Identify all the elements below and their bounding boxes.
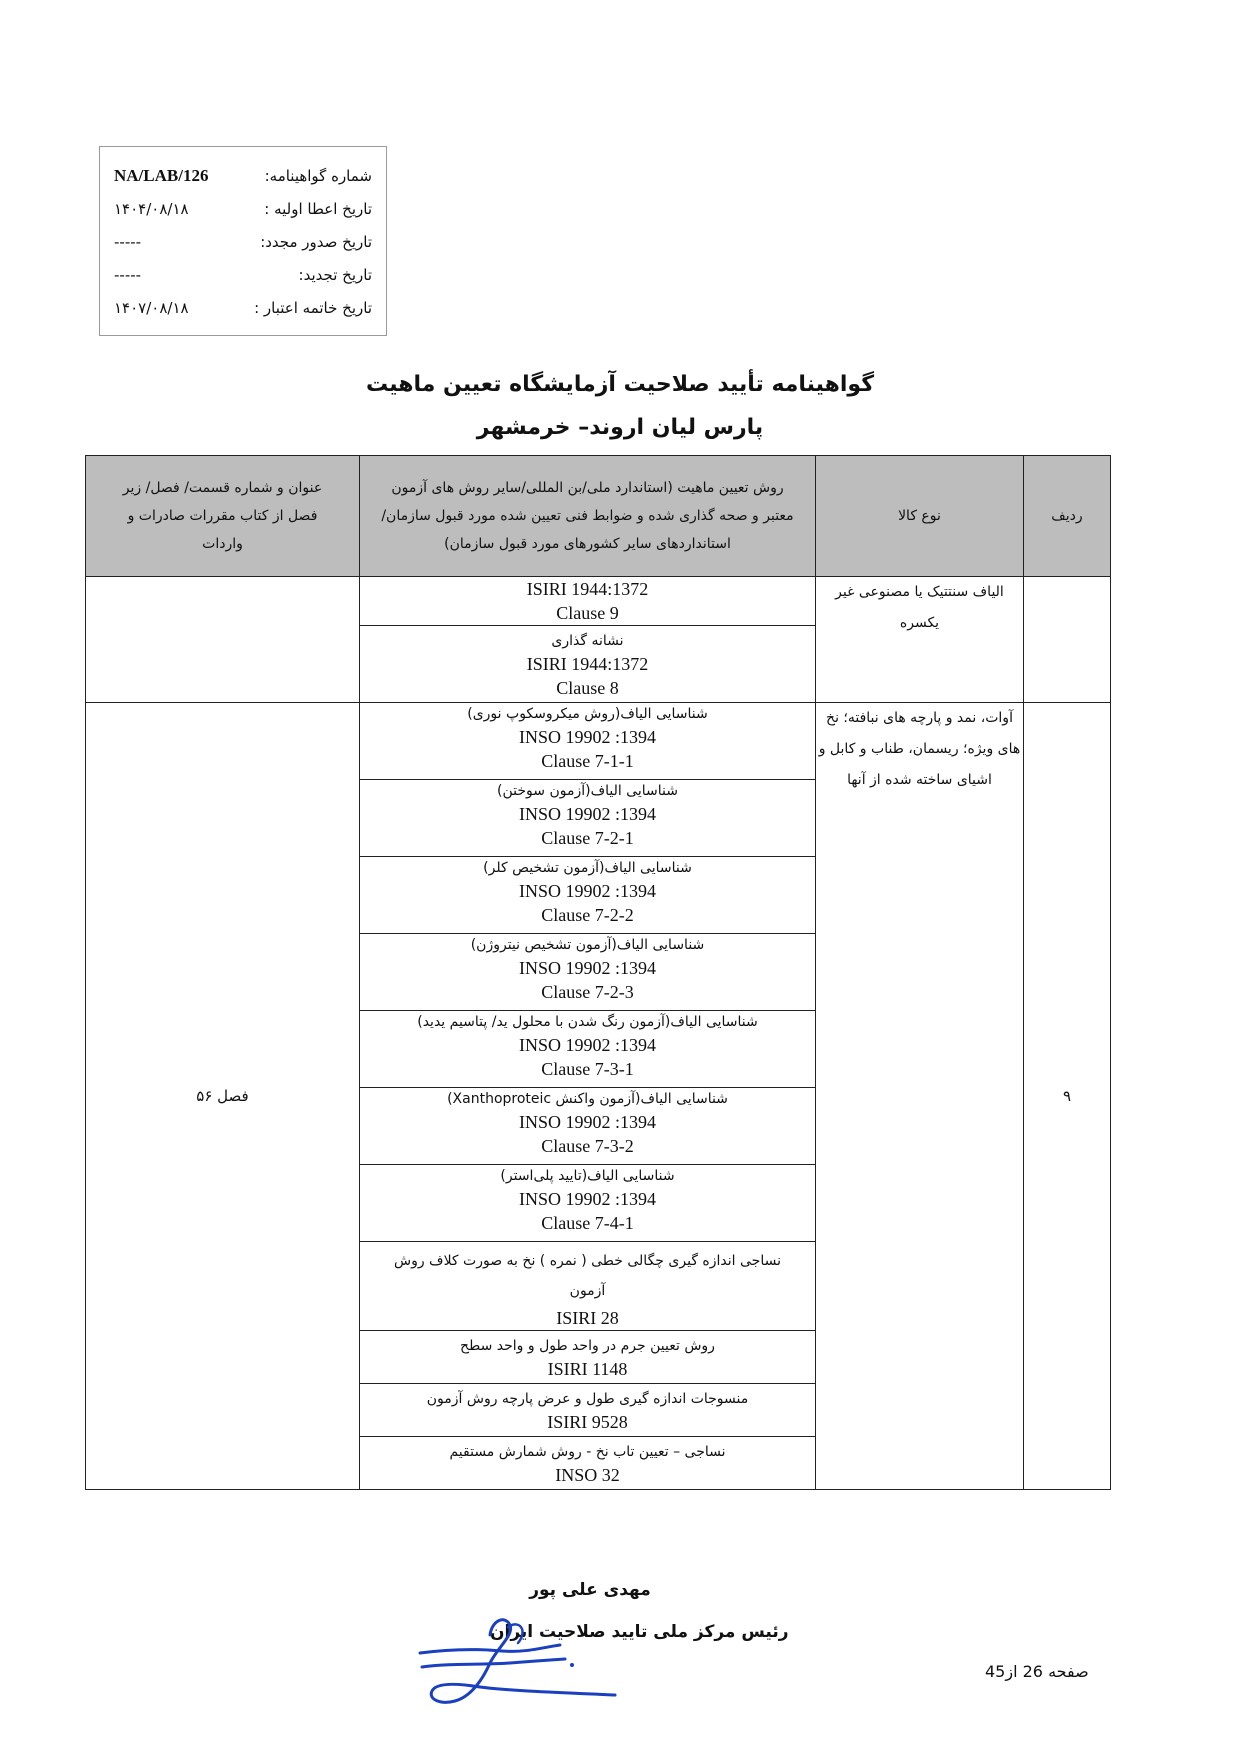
expiry-date-value: ۱۴۰۷/۰۸/۱۸ [114,298,189,317]
method-standard: INSO 19902 :1394 [518,804,656,824]
method-standard: ISIRI 28 [556,1308,619,1328]
method-cell [360,857,816,934]
method-description: منسوجات اندازه گیری طول و عرض پارچه روش آزمون [426,1391,749,1407]
fasl-cell-b: فصل ۵۶ [86,703,360,1490]
method-description: شناسایی الیاف(روش میکروسکوپ نوری) [467,706,708,722]
method-clause: Clause 7-3-1 [541,1059,634,1079]
method-cell [360,703,816,780]
method-clause: Clause 8 [556,678,619,698]
method-description: شناسایی الیاف(آزمون تشخیص نیتروژن) [470,937,705,953]
renewal-date-row [114,258,372,291]
method-description: نساجی اندازه گیری چگالی خطی ( نمره ) نخ به صورت کلاف روش آزمون [394,1253,781,1299]
reissue-date-label: تاریخ صدور مجدد: [260,232,372,251]
method-cell [360,1011,816,1088]
method-description: شناسایی الیاف(تایید پلی‌استر) [500,1168,675,1184]
method-clause: Clause 7-1-1 [541,751,634,771]
method-description: شناسایی الیاف(آزمون واکنش Xanthoproteic) [447,1091,728,1107]
expiry-date-label: تاریخ خاتمه اعتبار : [254,298,372,317]
lab-name-title: پارس لیان اروند– خرمشهر [476,415,764,440]
method-cell [360,1331,816,1384]
certificate-number-value: NA/LAB/126 [114,165,209,185]
method-standard: INSO 32 [555,1465,620,1485]
table-row [86,577,1111,626]
method-standard: INSO 19902 :1394 [518,881,656,901]
method-cell [360,1165,816,1242]
radif-cell-b: ۹ [1024,703,1111,1490]
method-standard: INSO 19902 :1394 [518,1189,656,1209]
method-standard: INSO 19902 :1394 [518,958,656,978]
table-header-row [86,456,1111,577]
table-row [86,703,1111,780]
reissue-date-row [114,225,372,258]
kala-cell-a: الیاف سنتتیک یا مصنوعی غیر یکسره [816,577,1024,703]
method-cell [360,934,816,1011]
certificate-number-row [114,159,372,192]
method-cell [360,1437,816,1490]
method-standard: INSO 19902 :1394 [518,1035,656,1055]
fasl-cell-a [86,577,360,703]
method-cell [360,780,816,857]
document-title: گواهینامه تأیید صلاحیت آزمایشگاه تعیین ماهیت [365,372,875,397]
signer-title: رئیس مرکز ملی تایید صلاحیت ایران [490,1622,789,1642]
renewal-date-value: ----- [114,265,142,284]
method-standard: ISIRI 1148 [547,1359,628,1379]
method-description: شناسایی الیاف(آزمون سوختن) [497,783,678,799]
method-clause: Clause 7-4-1 [541,1213,634,1233]
method-standard: INSO 19902 :1394 [518,727,656,747]
reissue-date-value: ----- [114,232,142,251]
method-cell [360,626,816,703]
signer-name: مهدی علی پور [529,1580,651,1600]
header-kala: نوع کالا [816,456,1024,577]
method-description: روش تعیین جرم در واحد طول و واحد سطح [460,1338,715,1354]
header-method: روش تعیین ماهیت (استاندارد ملی/بن المللی/سایر روش های آزمون معتبر و صحه گذاری شده و ضوابط فنی تعیین شده مورد قبول سازمان/استانداردهای سایر کشورهای مورد قبول سازمان) [360,456,816,577]
expiry-date-row [114,291,372,324]
method-description: شناسایی الیاف(آزمون رنگ شدن با محلول ید/ پتاسیم یدید) [417,1014,758,1030]
method-cell [360,1088,816,1165]
method-standard: ISIRI 1944:1372 [526,654,649,674]
header-radif: ردیف [1024,456,1111,577]
method-clause: Clause 7-2-2 [541,905,634,925]
method-clause: Clause 7-3-2 [541,1136,634,1156]
issue-date-row [114,192,372,225]
page-number: صفحه 26 از45 [985,1662,1089,1681]
certificate-number-label: شماره گواهینامه: [264,166,372,185]
scope-table [85,455,1111,1490]
method-description: نساجی – تعیین تاب نخ - روش شمارش مستقیم [449,1444,726,1460]
method-cell [360,1242,816,1331]
renewal-date-label: تاریخ تجدید: [298,265,372,284]
header-fasl: عنوان و شماره قسمت/ فصل/ زیر فصل از کتاب مقررات صادرات و واردات [86,456,360,577]
kala-cell-b: آوات، نمد و پارچه های نبافته؛ نخ های ویژه؛ ریسمان، طناب و کابل و اشیای ساخته شده از آنها [816,703,1024,1490]
method-standard: ISIRI 9528 [547,1412,628,1432]
method-standard: ISIRI 1944:1372 [526,579,649,599]
method-clause: Clause 9 [556,603,619,623]
method-cell [360,577,816,626]
issue-date-label: تاریخ اعطا اولیه : [264,199,372,218]
issue-date-value: ۱۴۰۴/۰۸/۱۸ [114,199,189,218]
certificate-info-box [99,146,387,336]
method-description: نشانه گذاری [551,633,624,649]
method-clause: Clause 7-2-1 [541,828,634,848]
method-standard: INSO 19902 :1394 [518,1112,656,1132]
method-description: شناسایی الیاف(آزمون تشخیص کلر) [483,860,692,876]
method-clause: Clause 7-2-3 [541,982,634,1002]
radif-cell-a [1024,577,1111,703]
method-cell [360,1384,816,1437]
handwritten-signature [410,1605,630,1715]
